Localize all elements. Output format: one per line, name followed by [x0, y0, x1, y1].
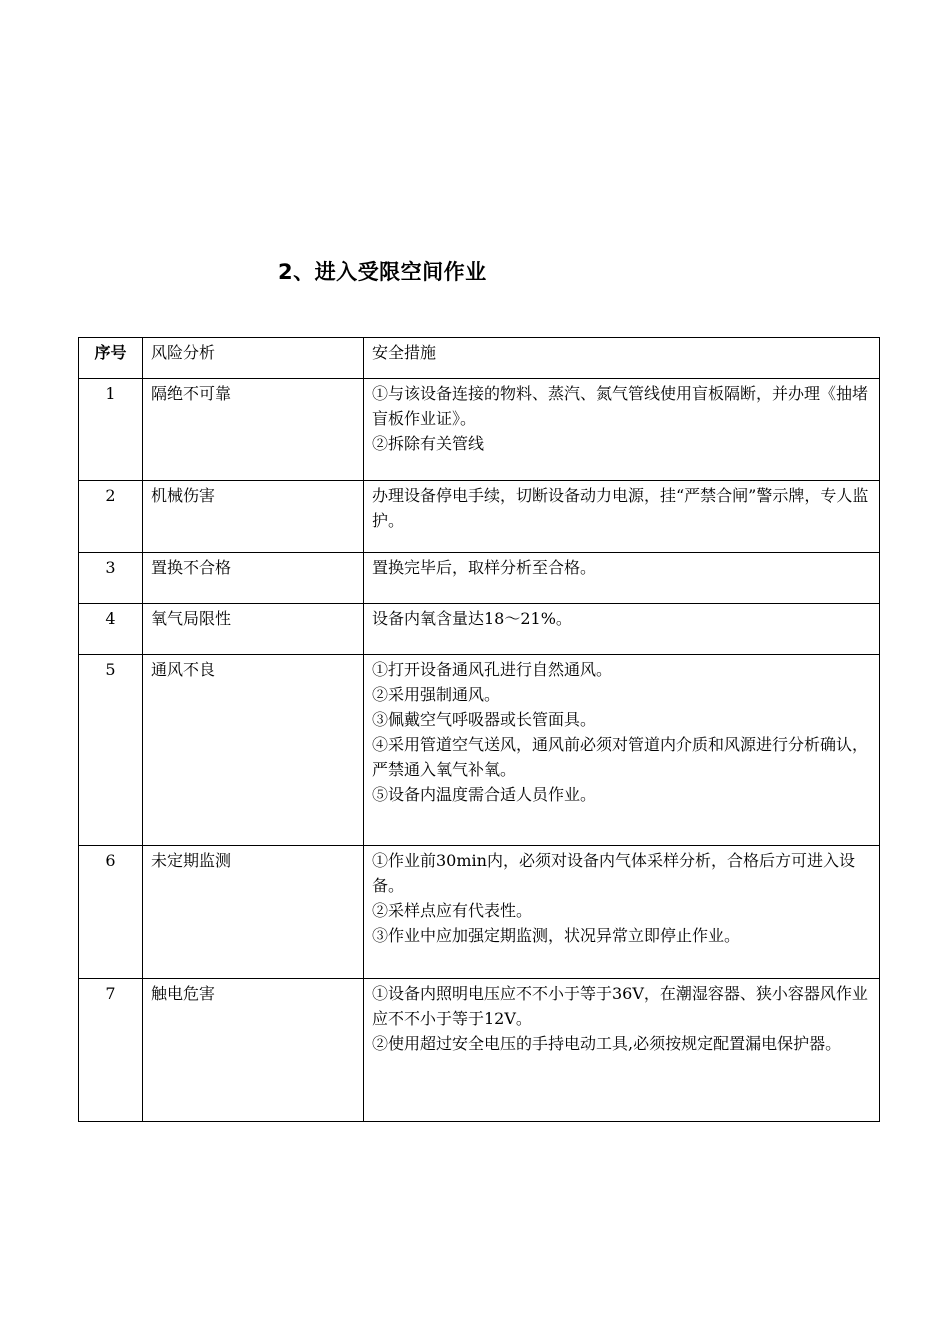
table-row: [79, 655, 880, 846]
row-risk: 通风不良: [143, 655, 364, 846]
measure-line: ②采样点应有代表性。: [372, 901, 533, 920]
table-row: [79, 846, 880, 979]
measure-line: ②采用强制通风。: [372, 685, 501, 704]
table-row: [79, 979, 880, 1122]
row-measures: [364, 846, 880, 979]
table-row: [79, 604, 880, 655]
risk-table: [78, 337, 880, 1122]
header-measures: 安全措施: [364, 338, 880, 379]
table-row: [79, 481, 880, 553]
measure-line: 办理设备停电手续，切断设备动力电源，挂“严禁合闸”警示牌，专人监护。: [372, 486, 869, 530]
row-risk: 触电危害: [143, 979, 364, 1122]
measure-line: ①作业前30min内，必须对设备内气体采样分析，合格后方可进入设备。: [372, 851, 855, 895]
row-measures: [364, 379, 880, 481]
page-title: 2、进入受限空间作业: [278, 260, 487, 284]
header-no: 序号: [79, 338, 143, 379]
row-risk: 隔绝不可靠: [143, 379, 364, 481]
row-no: 3: [79, 553, 143, 604]
row-no: 6: [79, 846, 143, 979]
table-row: [79, 553, 880, 604]
table-header-row: [79, 338, 880, 379]
row-no: 4: [79, 604, 143, 655]
row-measures: [364, 655, 880, 846]
row-measures: [364, 553, 880, 604]
row-no: 5: [79, 655, 143, 846]
row-measures: [364, 481, 880, 553]
row-no: 7: [79, 979, 143, 1122]
row-risk: 置换不合格: [143, 553, 364, 604]
measure-line: 设备内氧含量达18～21%。: [372, 609, 572, 628]
row-risk: 机械伤害: [143, 481, 364, 553]
measure-line: ④采用管道空气送风，通风前必须对管道内介质和风源进行分析确认，严禁通入氧气补氧。: [372, 735, 869, 779]
measure-line: ②拆除有关管线: [372, 434, 485, 453]
row-no: 1: [79, 379, 143, 481]
measure-line: ③佩戴空气呼吸器或长管面具。: [372, 710, 597, 729]
measure-line: ①打开设备通风孔进行自然通风。: [372, 660, 613, 679]
header-risk: 风险分析: [143, 338, 364, 379]
row-risk: 未定期监测: [143, 846, 364, 979]
measure-line: 置换完毕后，取样分析至合格。: [372, 558, 597, 577]
table-row: [79, 379, 880, 481]
measure-line: ③作业中应加强定期监测，状况异常立即停止作业。: [372, 926, 741, 945]
row-risk: 氧气局限性: [143, 604, 364, 655]
row-measures: [364, 604, 880, 655]
measure-line: ①设备内照明电压应不不小于等于36V，在潮湿容器、狭小容器风作业应不不小于等于12V。: [372, 984, 868, 1028]
measure-line: ⑤设备内温度需合适人员作业。: [372, 785, 597, 804]
row-no: 2: [79, 481, 143, 553]
measure-line: ②使用超过安全电压的手持电动工具,必须按规定配置漏电保护器。: [372, 1034, 842, 1053]
row-measures: [364, 979, 880, 1122]
measure-line: ①与该设备连接的物料、蒸汽、氮气管线使用盲板隔断，并办理《抽堵盲板作业证》。: [372, 384, 869, 428]
